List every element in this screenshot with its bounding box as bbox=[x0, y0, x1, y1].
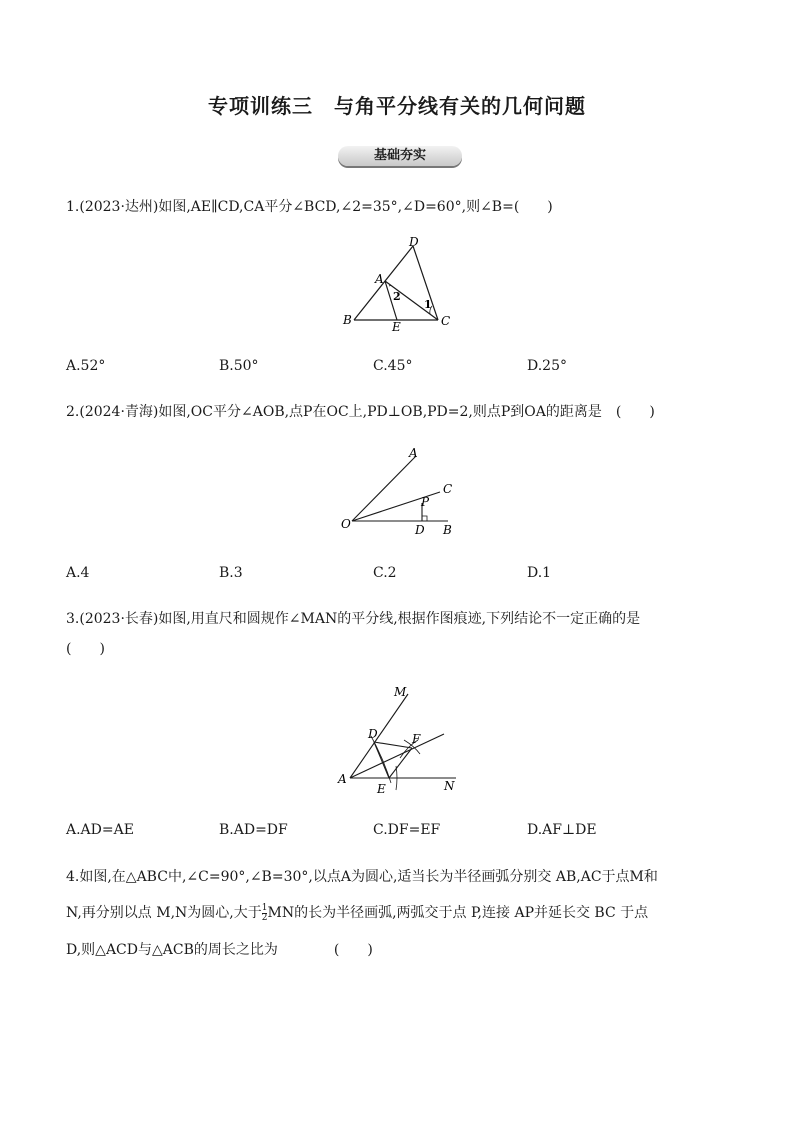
q1-label-b: B bbox=[343, 313, 352, 327]
question-2-options bbox=[66, 565, 730, 585]
q2-label-p: P bbox=[421, 495, 430, 509]
q2-label-a: A bbox=[409, 446, 418, 460]
q1-label-c: C bbox=[441, 314, 451, 328]
question-2-text: 2.(2024·青海)如图,OC平分∠AOB,点P在OC上,PD⊥OB,PD=2,则点P到OA的距离是 ( ) bbox=[66, 404, 655, 420]
q3-label-m: M bbox=[394, 685, 407, 699]
page-title: 专项训练三 与角平分线有关的几何问题 bbox=[208, 94, 586, 118]
q1-option-d[interactable]: D.25° bbox=[527, 358, 567, 374]
q3-option-b[interactable]: B.AD=DF bbox=[219, 822, 288, 838]
q2-option-d[interactable]: D.1 bbox=[527, 565, 552, 581]
q4-line2-part-b: MN的长为半径画弧,两弧交于点 P,连接 AP并延长交 BC 于点 bbox=[267, 905, 649, 921]
question-1-text: 1.(2023·达州)如图,AE∥CD,CA平分∠BCD,∠2=35°,∠D=60°,则∠B=( ) bbox=[66, 199, 553, 215]
question-2-figure bbox=[338, 444, 468, 540]
q2-option-c[interactable]: C.2 bbox=[373, 565, 397, 581]
question-4-line2 bbox=[66, 902, 730, 924]
q2-option-a[interactable]: A.4 bbox=[66, 565, 90, 581]
q2-right-angle-mark bbox=[422, 516, 427, 521]
q1-label-d: D bbox=[409, 236, 419, 249]
question-3-options bbox=[66, 822, 730, 842]
q3-segment-de bbox=[374, 742, 389, 778]
q1-label-a: A bbox=[375, 272, 384, 286]
question-4-line1: 4.如图,在△ABC中,∠C=90°,∠B=30°,以点A为圆心,适当长为半径画弧分别交 AB,AC于点M和 bbox=[66, 869, 658, 885]
question-4-line3: D,则△ACD与△ACB的周长之比为 ( ) bbox=[66, 942, 373, 958]
q2-label-b: B bbox=[443, 523, 452, 537]
q3-label-e: E bbox=[377, 782, 386, 796]
q1-option-c[interactable]: C.45° bbox=[373, 358, 413, 374]
q1-label-2: 2 bbox=[393, 290, 401, 303]
q3-segment-ef bbox=[389, 748, 412, 778]
q3-option-a[interactable]: A.AD=AE bbox=[66, 822, 134, 838]
q4-frac-numerator: 1 bbox=[261, 902, 268, 913]
q3-label-f: F bbox=[412, 732, 421, 746]
section-banner: 基础夯实 bbox=[338, 146, 462, 166]
q3-label-a: A bbox=[338, 772, 347, 786]
question-1-options bbox=[66, 358, 730, 378]
q3-label-n: N bbox=[444, 779, 455, 793]
q4-line2-part-a: N,再分别以点 M,N为圆心,大于 bbox=[66, 905, 262, 921]
q2-label-c: C bbox=[443, 482, 453, 496]
q1-label-1: 1 bbox=[424, 298, 432, 311]
q4-frac-denominator: 2 bbox=[261, 912, 268, 923]
q2-ray-oa bbox=[352, 456, 416, 521]
question-3-text-line1: 3.(2023·长春)如图,用直尺和圆规作∠MAN的平分线,根据作图痕迹,下列结论不一定正确的是 bbox=[66, 611, 641, 627]
question-3-figure bbox=[334, 682, 464, 798]
question-1-figure bbox=[340, 236, 460, 332]
q1-option-b[interactable]: B.50° bbox=[219, 358, 259, 374]
q1-option-a[interactable]: A.52° bbox=[66, 358, 106, 374]
q2-label-d: D bbox=[415, 523, 425, 537]
q3-option-c[interactable]: C.DF=EF bbox=[373, 822, 441, 838]
q3-option-d[interactable]: D.AF⊥DE bbox=[527, 822, 597, 838]
question-3-text-line2: ( ) bbox=[66, 641, 105, 657]
q2-option-b[interactable]: B.3 bbox=[219, 565, 243, 581]
q3-label-d: D bbox=[368, 727, 378, 741]
q3-segment-df bbox=[374, 742, 412, 748]
q1-label-e: E bbox=[392, 320, 401, 332]
q2-label-o: O bbox=[341, 517, 351, 531]
